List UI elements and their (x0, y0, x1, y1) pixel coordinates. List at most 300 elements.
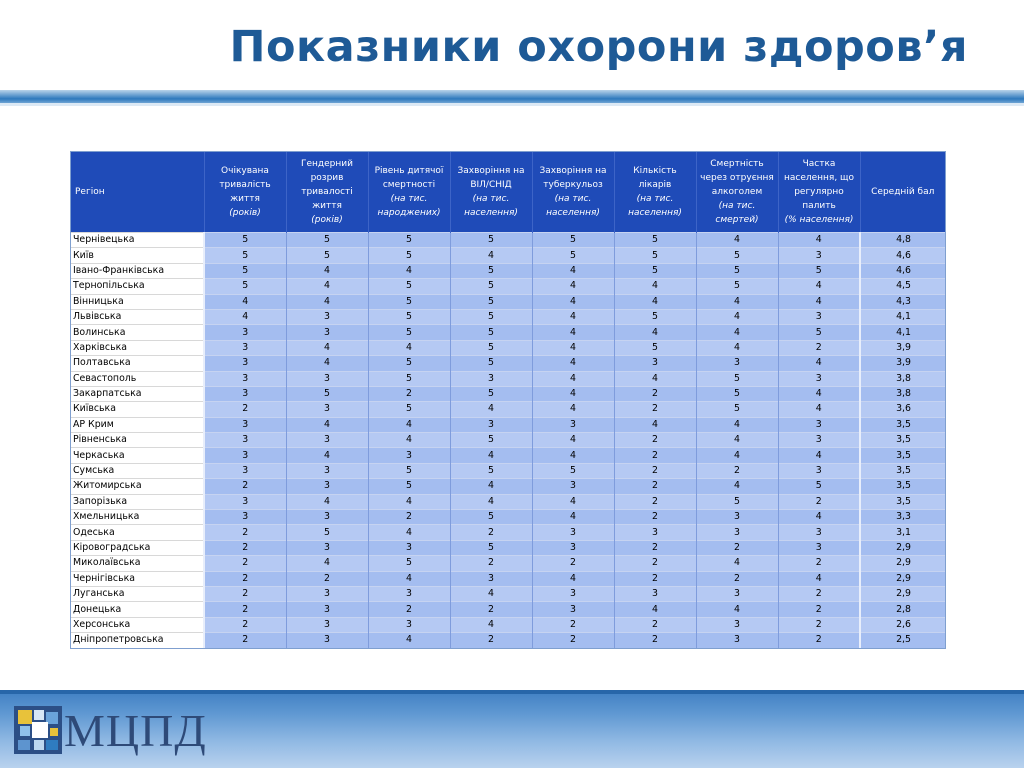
table-row (71, 340, 945, 355)
score-cell: 4 (450, 494, 532, 509)
score-cell: 4 (286, 356, 368, 371)
score-cell: 5 (368, 248, 450, 263)
column-header-unit: (на тис. народжених) (377, 194, 441, 218)
score-cell: 2 (450, 556, 532, 571)
column-header-label: Кількість лікарів (633, 166, 677, 190)
score-cell: 2 (778, 494, 860, 509)
average-score-cell: 3,5 (860, 417, 945, 432)
score-cell: 2 (614, 540, 696, 555)
score-cell: 4 (368, 571, 450, 586)
score-cell: 4 (696, 556, 778, 571)
score-cell: 4 (532, 371, 614, 386)
score-cell: 4 (778, 294, 860, 309)
score-cell: 3 (696, 356, 778, 371)
score-cell: 4 (532, 448, 614, 463)
score-cell: 2 (614, 633, 696, 648)
score-cell: 5 (696, 279, 778, 294)
table-row (71, 602, 945, 617)
region-cell: Дніпропетровська (71, 633, 204, 648)
score-cell: 3 (450, 571, 532, 586)
score-cell: 3 (614, 525, 696, 540)
region-cell: Одеська (71, 525, 204, 540)
column-header-5 (532, 152, 614, 233)
table-row (71, 479, 945, 494)
score-cell: 2 (286, 571, 368, 586)
score-cell: 5 (286, 525, 368, 540)
score-cell: 4 (368, 263, 450, 278)
region-cell: Волинська (71, 325, 204, 340)
score-cell: 4 (696, 602, 778, 617)
score-cell: 3 (368, 448, 450, 463)
table-row (71, 371, 945, 386)
score-cell: 5 (368, 479, 450, 494)
score-cell: 4 (368, 433, 450, 448)
column-header-unit: (на тис. смертей) (715, 201, 759, 225)
score-cell: 2 (778, 633, 860, 648)
score-cell: 3 (204, 386, 286, 401)
region-cell: Львівська (71, 309, 204, 324)
score-cell: 3 (778, 463, 860, 478)
score-cell: 2 (614, 386, 696, 401)
score-cell: 4 (532, 402, 614, 417)
score-cell: 4 (778, 233, 860, 248)
score-cell: 3 (614, 586, 696, 601)
score-cell: 4 (368, 525, 450, 540)
score-cell: 5 (286, 248, 368, 263)
average-score-cell: 2,9 (860, 571, 945, 586)
region-cell: Кіровоградська (71, 540, 204, 555)
average-score-cell: 4,3 (860, 294, 945, 309)
region-cell: Рівненська (71, 433, 204, 448)
table-row (71, 386, 945, 401)
region-cell: Полтавська (71, 356, 204, 371)
score-cell: 4 (532, 263, 614, 278)
score-cell: 3 (286, 433, 368, 448)
score-cell: 4 (286, 294, 368, 309)
column-header-label: Гендерний розрив тривалості життя (301, 159, 353, 211)
score-cell: 5 (368, 325, 450, 340)
score-cell: 5 (368, 371, 450, 386)
average-score-cell: 4,6 (860, 248, 945, 263)
score-cell: 4 (450, 448, 532, 463)
score-cell: 2 (368, 602, 450, 617)
score-cell: 4 (614, 294, 696, 309)
column-header-8 (778, 152, 860, 233)
score-cell: 2 (204, 525, 286, 540)
score-cell: 5 (204, 263, 286, 278)
score-cell: 2 (614, 463, 696, 478)
score-cell: 2 (614, 448, 696, 463)
average-score-cell: 3,9 (860, 340, 945, 355)
score-cell: 3 (286, 602, 368, 617)
score-cell: 3 (286, 510, 368, 525)
score-cell: 4 (614, 602, 696, 617)
score-cell: 5 (368, 402, 450, 417)
score-cell: 5 (204, 248, 286, 263)
score-cell: 5 (532, 233, 614, 248)
score-cell: 4 (204, 309, 286, 324)
score-cell: 4 (286, 448, 368, 463)
average-score-cell: 4,6 (860, 263, 945, 278)
score-cell: 4 (450, 402, 532, 417)
table-row (71, 494, 945, 509)
score-cell: 4 (450, 586, 532, 601)
score-cell: 5 (368, 233, 450, 248)
average-score-cell: 2,9 (860, 556, 945, 571)
score-cell: 4 (286, 279, 368, 294)
column-header-label: Регіон (75, 187, 105, 197)
score-cell: 3 (204, 463, 286, 478)
column-header-unit: (на тис. населення) (464, 194, 518, 218)
column-header-6 (614, 152, 696, 233)
score-cell: 3 (204, 371, 286, 386)
score-cell: 5 (614, 309, 696, 324)
score-cell: 2 (614, 402, 696, 417)
score-cell: 4 (532, 279, 614, 294)
score-cell: 2 (204, 540, 286, 555)
score-cell: 5 (614, 263, 696, 278)
score-cell: 5 (368, 309, 450, 324)
table-row (71, 433, 945, 448)
score-cell: 4 (778, 510, 860, 525)
score-cell: 4 (532, 340, 614, 355)
column-header-unit: (% населення) (784, 215, 854, 225)
score-cell: 5 (450, 263, 532, 278)
score-cell: 5 (614, 248, 696, 263)
column-header-0 (71, 152, 204, 233)
score-cell: 3 (368, 540, 450, 555)
score-cell: 4 (286, 263, 368, 278)
score-cell: 2 (778, 602, 860, 617)
region-cell: Хмельницька (71, 510, 204, 525)
region-cell: Миколаївська (71, 556, 204, 571)
average-score-cell: 3,5 (860, 479, 945, 494)
score-cell: 3 (204, 340, 286, 355)
score-cell: 2 (614, 479, 696, 494)
average-score-cell: 2,9 (860, 540, 945, 555)
score-cell: 5 (368, 556, 450, 571)
average-score-cell: 2,9 (860, 586, 945, 601)
score-cell: 3 (450, 417, 532, 432)
score-cell: 2 (204, 617, 286, 632)
column-header-label: Захворіння на ВІЛ/СНІД (457, 166, 525, 190)
score-cell: 4 (532, 494, 614, 509)
score-cell: 5 (450, 356, 532, 371)
score-cell: 3 (778, 248, 860, 263)
score-cell: 3 (696, 525, 778, 540)
score-cell: 2 (614, 433, 696, 448)
score-cell: 3 (204, 494, 286, 509)
score-cell: 4 (286, 417, 368, 432)
score-cell: 3 (204, 433, 286, 448)
score-cell: 4 (614, 325, 696, 340)
score-cell: 3 (778, 309, 860, 324)
region-cell: Черкаська (71, 448, 204, 463)
score-cell: 2 (614, 571, 696, 586)
score-cell: 3 (778, 540, 860, 555)
score-cell: 4 (532, 386, 614, 401)
score-cell: 3 (286, 402, 368, 417)
score-cell: 4 (778, 448, 860, 463)
score-cell: 3 (532, 540, 614, 555)
table-row (71, 617, 945, 632)
score-cell: 4 (532, 325, 614, 340)
score-cell: 3 (204, 448, 286, 463)
region-cell: Чернігівська (71, 571, 204, 586)
score-cell: 3 (778, 525, 860, 540)
score-cell: 4 (696, 294, 778, 309)
score-cell: 5 (368, 463, 450, 478)
score-cell: 4 (286, 494, 368, 509)
score-cell: 2 (204, 571, 286, 586)
score-cell: 5 (696, 248, 778, 263)
score-cell: 3 (532, 479, 614, 494)
average-score-cell: 4,8 (860, 233, 945, 248)
score-cell: 5 (696, 371, 778, 386)
score-cell: 5 (450, 433, 532, 448)
column-header-3 (368, 152, 450, 233)
score-cell: 4 (778, 402, 860, 417)
score-cell: 5 (450, 386, 532, 401)
average-score-cell: 3,8 (860, 371, 945, 386)
score-cell: 4 (286, 340, 368, 355)
average-score-cell: 3,5 (860, 448, 945, 463)
score-cell: 3 (286, 309, 368, 324)
region-cell: Житомирська (71, 479, 204, 494)
mcpd-logo (14, 706, 234, 756)
score-cell: 3 (286, 371, 368, 386)
score-cell: 2 (204, 556, 286, 571)
average-score-cell: 2,6 (860, 617, 945, 632)
slide-title: Показники охорони здоров’я (229, 22, 968, 72)
average-score-cell: 3,5 (860, 494, 945, 509)
score-cell: 4 (450, 248, 532, 263)
region-cell: Закарпатська (71, 386, 204, 401)
score-cell: 4 (696, 479, 778, 494)
score-cell: 3 (450, 371, 532, 386)
score-cell: 2 (532, 617, 614, 632)
score-cell: 4 (696, 309, 778, 324)
score-cell: 5 (614, 233, 696, 248)
score-cell: 3 (532, 602, 614, 617)
score-cell: 5 (696, 402, 778, 417)
column-header-label: Середній бал (871, 187, 935, 197)
column-header-2 (286, 152, 368, 233)
score-cell: 4 (778, 571, 860, 586)
score-cell: 5 (450, 279, 532, 294)
column-header-label: Смертність через отруєння алкоголем (700, 159, 774, 197)
score-cell: 2 (204, 602, 286, 617)
region-cell: Чернівецька (71, 233, 204, 248)
score-cell: 3 (696, 633, 778, 648)
score-cell: 3 (778, 371, 860, 386)
table-row (71, 510, 945, 525)
table-row (71, 448, 945, 463)
score-cell: 5 (532, 248, 614, 263)
score-cell: 4 (368, 417, 450, 432)
table-header-row (71, 152, 945, 233)
score-cell: 2 (450, 602, 532, 617)
health-indicators-table-container (70, 151, 946, 649)
score-cell: 5 (368, 356, 450, 371)
score-cell: 4 (450, 617, 532, 632)
score-cell: 2 (368, 386, 450, 401)
score-cell: 3 (778, 417, 860, 432)
score-cell: 2 (778, 617, 860, 632)
score-cell: 5 (532, 463, 614, 478)
score-cell: 4 (696, 325, 778, 340)
average-score-cell: 2,5 (860, 633, 945, 648)
score-cell: 4 (532, 294, 614, 309)
score-cell: 2 (204, 586, 286, 601)
score-cell: 5 (696, 386, 778, 401)
average-score-cell: 3,6 (860, 402, 945, 417)
region-cell: Луганська (71, 586, 204, 601)
average-score-cell: 3,5 (860, 433, 945, 448)
table-row (71, 463, 945, 478)
column-header-7 (696, 152, 778, 233)
score-cell: 2 (614, 556, 696, 571)
average-score-cell: 4,1 (860, 309, 945, 324)
region-cell: Вінницька (71, 294, 204, 309)
table-row (71, 233, 945, 248)
region-cell: Київ (71, 248, 204, 263)
score-cell: 4 (368, 340, 450, 355)
score-cell: 4 (614, 279, 696, 294)
column-header-label: Очікувана тривалість життя (219, 166, 271, 204)
score-cell: 3 (696, 586, 778, 601)
table-row (71, 248, 945, 263)
region-cell: Київська (71, 402, 204, 417)
table-row (71, 294, 945, 309)
score-cell: 2 (614, 510, 696, 525)
average-score-cell: 3,3 (860, 510, 945, 525)
score-cell: 4 (696, 433, 778, 448)
score-cell: 2 (204, 479, 286, 494)
score-cell: 5 (450, 340, 532, 355)
region-cell: Запорізька (71, 494, 204, 509)
table-row (71, 263, 945, 278)
score-cell: 4 (532, 309, 614, 324)
logo-text: МЦПД (64, 705, 207, 756)
score-cell: 3 (368, 617, 450, 632)
score-cell: 3 (286, 479, 368, 494)
score-cell: 5 (450, 233, 532, 248)
score-cell: 3 (286, 540, 368, 555)
region-cell: Харківська (71, 340, 204, 355)
score-cell: 2 (368, 510, 450, 525)
score-cell: 5 (696, 263, 778, 278)
score-cell: 5 (450, 463, 532, 478)
score-cell: 3 (204, 417, 286, 432)
column-header-9 (860, 152, 945, 233)
score-cell: 5 (286, 233, 368, 248)
score-cell: 5 (450, 540, 532, 555)
column-header-unit: (на тис. населення) (628, 194, 682, 218)
score-cell: 5 (450, 309, 532, 324)
region-cell: Івано-Франківська (71, 263, 204, 278)
region-cell: АР Крим (71, 417, 204, 432)
table-row (71, 356, 945, 371)
score-cell: 2 (778, 340, 860, 355)
score-cell: 2 (778, 586, 860, 601)
score-cell: 5 (450, 294, 532, 309)
score-cell: 4 (696, 417, 778, 432)
score-cell: 3 (204, 510, 286, 525)
average-score-cell: 3,8 (860, 386, 945, 401)
score-cell: 3 (614, 356, 696, 371)
score-cell: 2 (204, 402, 286, 417)
score-cell: 4 (696, 340, 778, 355)
score-cell: 2 (696, 463, 778, 478)
column-header-label: Частка населення, що регулярно палить (783, 159, 855, 211)
score-cell: 4 (368, 494, 450, 509)
score-cell: 2 (450, 633, 532, 648)
score-cell: 4 (532, 510, 614, 525)
score-cell: 5 (696, 494, 778, 509)
table-row (71, 571, 945, 586)
table-row (71, 402, 945, 417)
score-cell: 2 (696, 540, 778, 555)
score-cell: 3 (532, 586, 614, 601)
score-cell: 3 (778, 433, 860, 448)
score-cell: 4 (532, 356, 614, 371)
score-cell: 3 (286, 633, 368, 648)
score-cell: 4 (696, 448, 778, 463)
region-cell: Севастополь (71, 371, 204, 386)
score-cell: 4 (286, 556, 368, 571)
score-cell: 4 (778, 356, 860, 371)
score-cell: 5 (450, 325, 532, 340)
column-header-unit: (на тис. населення) (546, 194, 600, 218)
score-cell: 5 (286, 386, 368, 401)
score-cell: 4 (532, 433, 614, 448)
average-score-cell: 4,5 (860, 279, 945, 294)
mcpd-logo-mark-icon (14, 706, 62, 754)
table-row (71, 586, 945, 601)
score-cell: 4 (204, 294, 286, 309)
score-cell: 5 (368, 279, 450, 294)
table-row (71, 325, 945, 340)
score-cell: 4 (614, 417, 696, 432)
table-row (71, 556, 945, 571)
region-cell: Сумська (71, 463, 204, 478)
average-score-cell: 3,5 (860, 463, 945, 478)
score-cell: 2 (204, 633, 286, 648)
score-cell: 3 (286, 586, 368, 601)
column-header-unit: (років) (229, 208, 261, 218)
health-indicators-table (71, 152, 945, 648)
table-row (71, 279, 945, 294)
score-cell: 2 (532, 633, 614, 648)
average-score-cell: 4,1 (860, 325, 945, 340)
table-row (71, 633, 945, 648)
average-score-cell: 3,1 (860, 525, 945, 540)
average-score-cell: 3,9 (860, 356, 945, 371)
score-cell: 5 (368, 294, 450, 309)
header-decorative-band (0, 90, 1024, 106)
column-header-4 (450, 152, 532, 233)
score-cell: 3 (532, 525, 614, 540)
score-cell: 5 (778, 263, 860, 278)
score-cell: 4 (450, 479, 532, 494)
column-header-label: Захворіння на туберкульоз (539, 166, 607, 190)
score-cell: 2 (696, 571, 778, 586)
score-cell: 3 (204, 325, 286, 340)
score-cell: 2 (778, 556, 860, 571)
score-cell: 3 (696, 510, 778, 525)
table-row (71, 417, 945, 432)
